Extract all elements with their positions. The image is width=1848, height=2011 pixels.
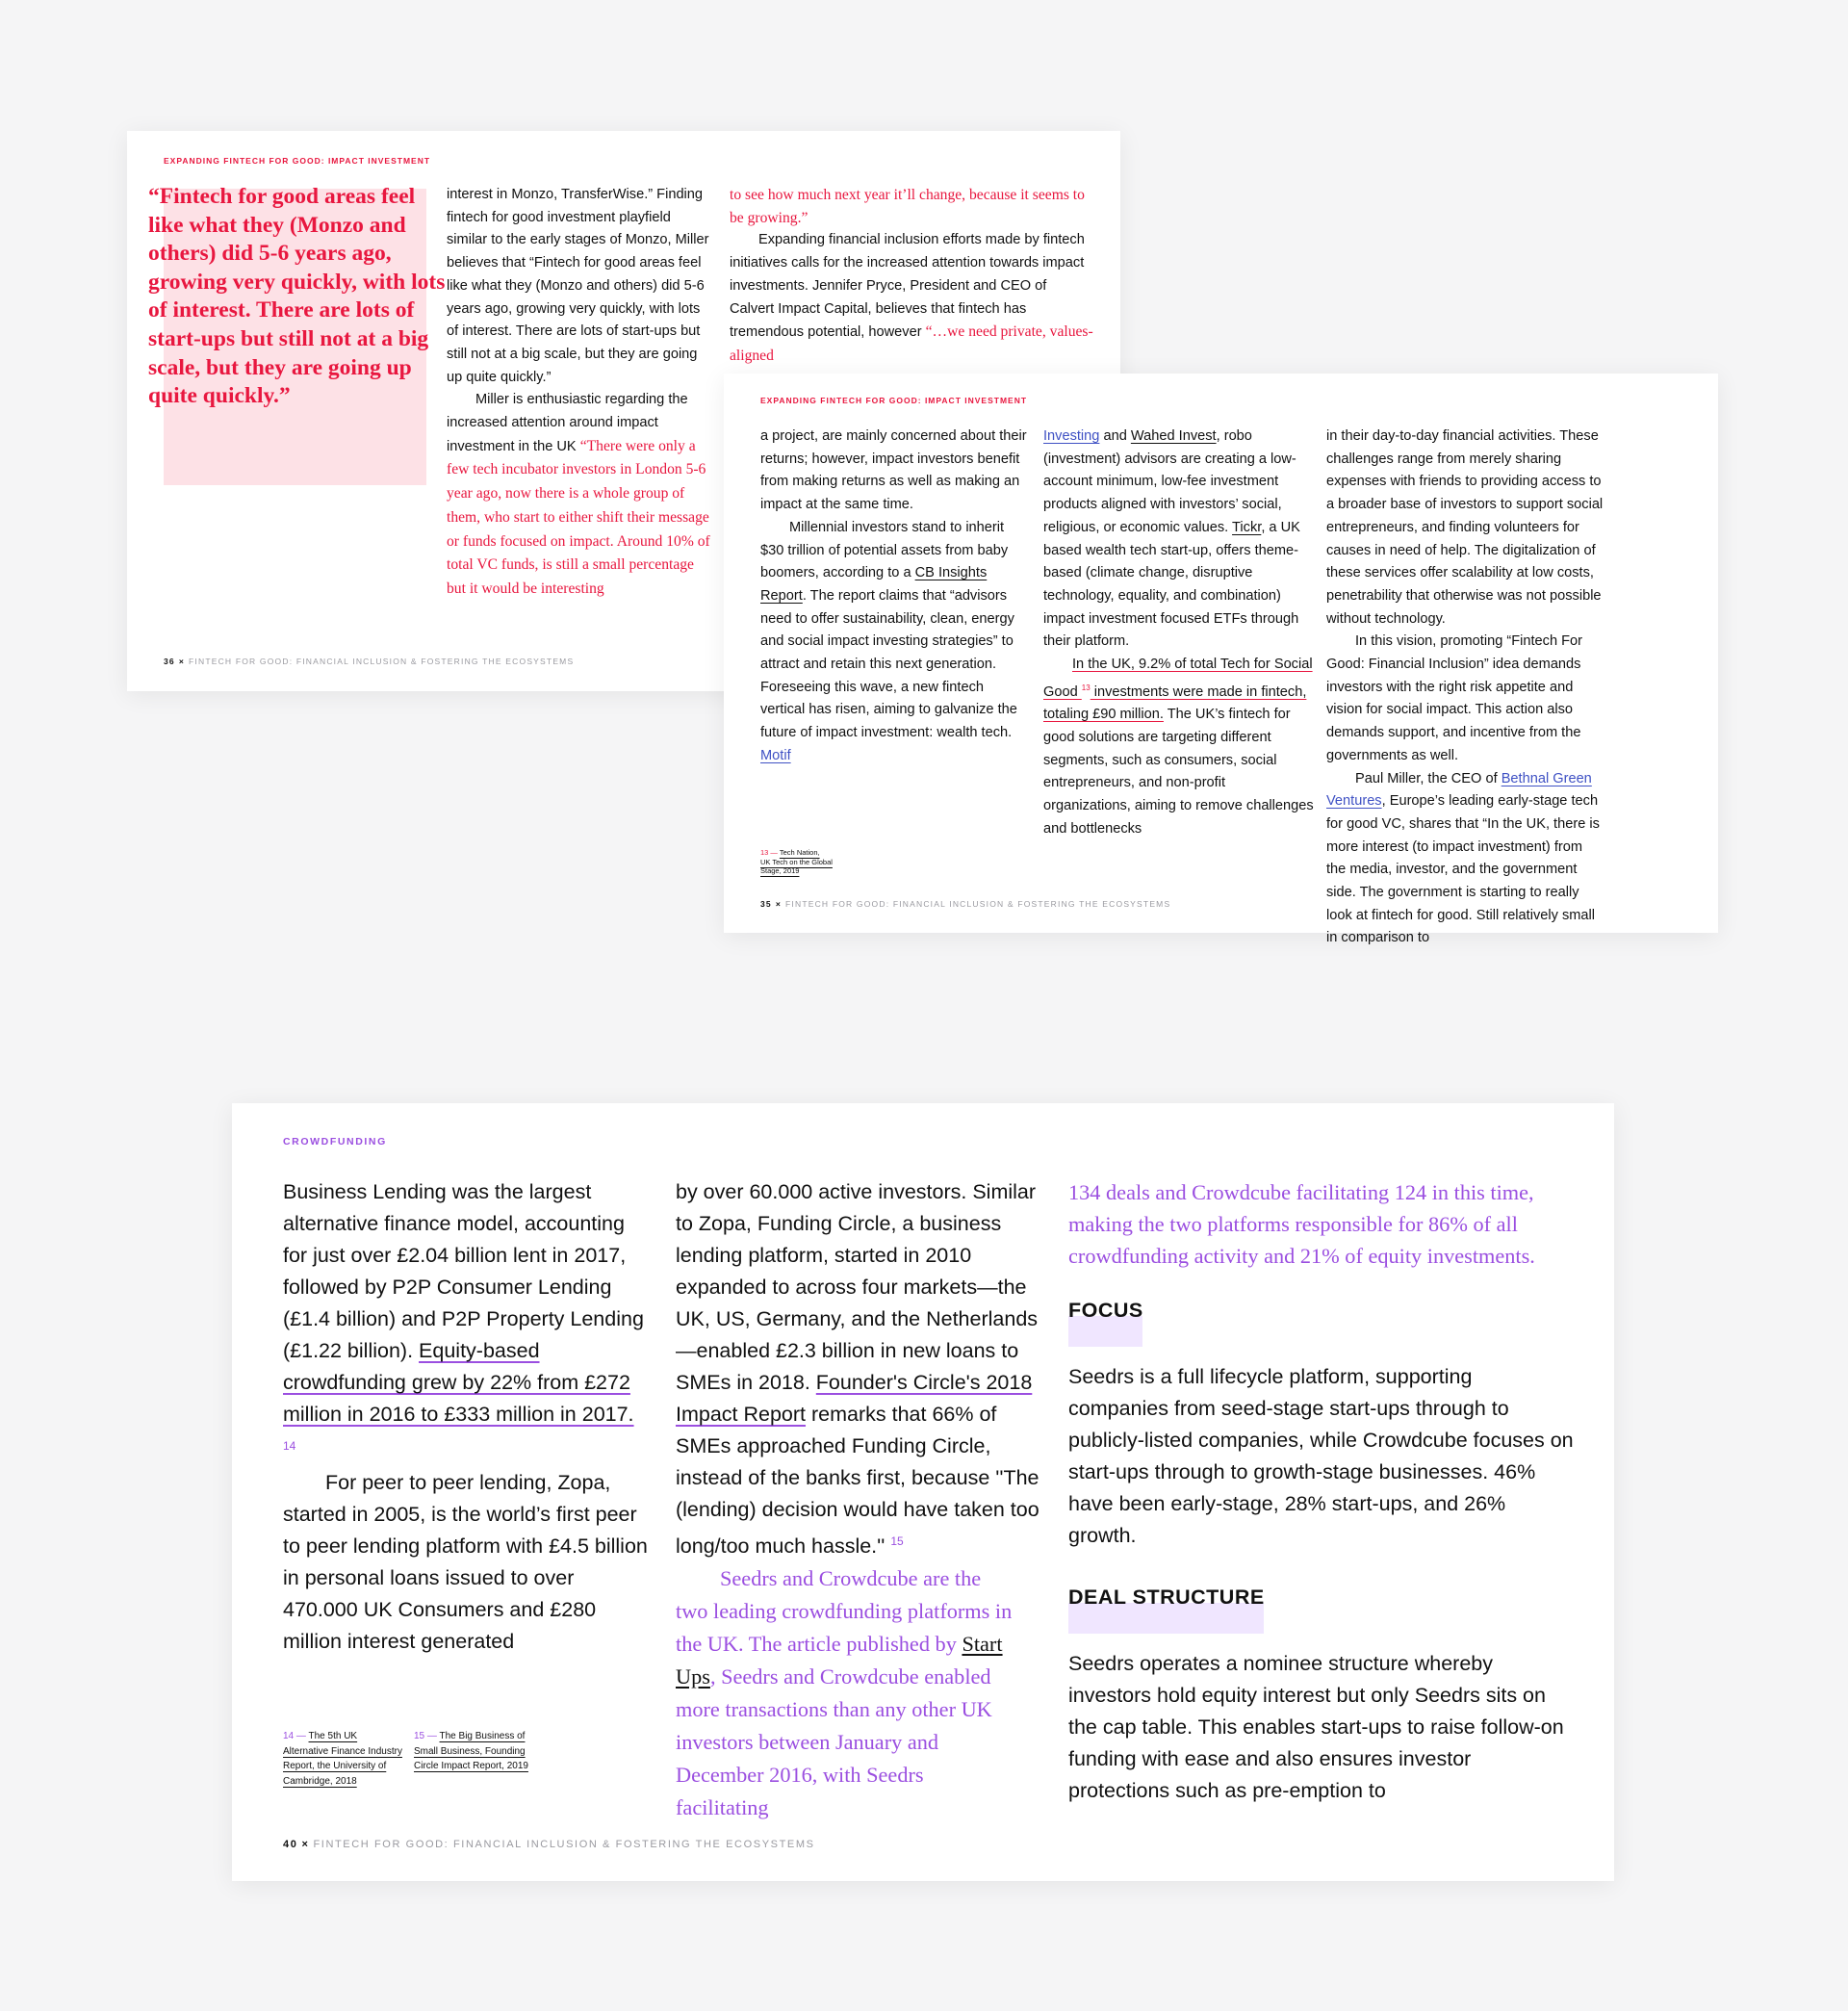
header-topic: IMPACT INVESTMENT bbox=[327, 156, 431, 166]
header-section: EXPANDING FINTECH FOR GOOD: bbox=[164, 156, 328, 166]
page-number: 40 bbox=[283, 1839, 298, 1850]
page-40 bbox=[232, 1103, 1614, 1881]
paragraph: Seedrs is a full lifecycle platform, supporting companies from seed-stage start-ups through to publicly-listed companies, while Crowdcube focuses on start-ups through to growth-stage businesses. 46% have been early-stage, 28% start-ups, and 26% growth. bbox=[1068, 1365, 1574, 1547]
footer-title: FINTECH FOR GOOD: FINANCIAL INCLUSION & FOSTERING THE ECOSYSTEMS bbox=[189, 657, 575, 666]
separator: × bbox=[775, 899, 783, 909]
page-footer bbox=[760, 899, 1170, 909]
footnote-ref[interactable]: 15 bbox=[890, 1534, 904, 1548]
page-number: 36 bbox=[164, 657, 175, 666]
tickr-link[interactable]: Tickr bbox=[1232, 519, 1262, 535]
text-column-2 bbox=[676, 1176, 1051, 1824]
footnote-ref[interactable]: 14 bbox=[283, 1439, 296, 1453]
paragraph-text: , a UK based wealth tech start-up, offers theme-based (climate change, disruptive technology, equality, and combination) impact investment focused ETFs through their platform. bbox=[1043, 519, 1300, 650]
paragraph bbox=[283, 1467, 649, 1658]
page-number: 35 bbox=[760, 899, 772, 909]
separator: × bbox=[301, 1839, 310, 1850]
pull-quote: “Fintech for good areas feel like what they (Monzo and others) did 5-6 years ago, growing very quickly, with lots of interest. There are lots of start-ups but still not at a big scale, but they are going up quite quickly.” bbox=[148, 184, 446, 409]
text-column-3 bbox=[1068, 1176, 1574, 1807]
footnote-text: The Big Business of Small Business, Founding Circle Impact Report, 2019 bbox=[414, 1731, 528, 1771]
deal-structure-heading bbox=[1068, 1582, 1574, 1613]
paragraph-text: In this vision, promoting “Fintech For Good: Financial Inclusion” idea demands investors with the right risk appetite and vision for social impact. This action also demands support, and incentive from the governments as well. bbox=[1326, 633, 1583, 763]
separator: × bbox=[178, 657, 186, 666]
paragraph-text: by over 60.000 active investors. Similar to Zopa, Funding Circle, a business lending platform, started in 2010 expanded to across four markets—the UK, US, Germany, and the Netherlands—enabled £2.3 billion in new loans to SMEs in 2018. bbox=[676, 1180, 1039, 1394]
heading-text: DEAL STRUCTURE bbox=[1068, 1586, 1265, 1609]
highlight-text: , Seedrs and Crowdcube enabled more transactions than any other UK investors between January and December 2016, with Seedrs facilitating bbox=[676, 1664, 992, 1820]
paragraph bbox=[283, 1176, 649, 1467]
paragraph-text: For peer to peer lending, Zopa, started in 2005, is the world’s first peer to peer lending platform with £4.5 billion in personal loans issued to over 470.000 UK Consumers and £280 million interest generated bbox=[283, 1471, 648, 1654]
paragraph-text: Millennial investors stand to inherit $30 trillion of potential assets from baby boomers, according to a bbox=[760, 519, 1009, 581]
highlight-quote: “There were only a few tech incubator investors in London 5-6 year ago, now there is a whole group of them, who start to either shift their message or funds focused on impact. Around 10% of total VC funds, is still a small percentage but it would be interesting bbox=[447, 437, 710, 597]
highlight-quote: “…we need private, values-aligned bbox=[730, 323, 1093, 364]
paragraph bbox=[730, 229, 1093, 368]
paragraph: interest in Monzo, TransferWise.” Finding fintech for good investment playfield similar to the early stages of Monzo, Miller believes that “Fintech for good areas feel like what they (Monzo and others) did 5-6 years ago, growing very quickly, with lots of interest. There are lots of start-ups but still not at a big scale, but they are going up quite quickly.” bbox=[447, 187, 709, 385]
footnote-number: 14 — bbox=[283, 1731, 306, 1741]
page-35 bbox=[724, 374, 1718, 946]
paragraph-text: Expanding financial inclusion efforts made by fintech initiatives calls for the increased attention towards impact investments. Jennifer Pryce, President and CEO of Calvert Impact Capital, believes that fintech has tremendous potential, however bbox=[730, 232, 1085, 341]
text-column-1 bbox=[760, 425, 1030, 768]
impact-report-link[interactable]: Founder's Circle's 2018 Impact Report bbox=[676, 1371, 1033, 1426]
footnote-14 bbox=[283, 1729, 403, 1789]
text-column-3 bbox=[1326, 425, 1605, 950]
page-header: CROWDFUNDING bbox=[283, 1136, 387, 1147]
paragraph bbox=[676, 1176, 1051, 1562]
paragraph-text: remarks that 66% of SMEs approached Funding Circle, instead of the banks first, because ''The (lending) decision would have taken too long/too much hassle.'' bbox=[676, 1403, 1040, 1559]
footer-title: FINTECH FOR GOOD: FINANCIAL INCLUSION & FOSTERING THE ECOSYSTEMS bbox=[313, 1839, 815, 1850]
investing-link[interactable]: Investing bbox=[1043, 428, 1100, 444]
footnote-line: UK Tech on the Global bbox=[760, 857, 833, 866]
paragraph-text: , robo (investment) advisors are creating a low-account minimum, low-fee investment products aligned with investors’ social, religious, or economic values. bbox=[1043, 428, 1296, 535]
heading-text: FOCUS bbox=[1068, 1299, 1143, 1322]
highlight-text: Seedrs and Crowdcube are the two leading crowdfunding platforms in the UK. The article published by bbox=[676, 1566, 1013, 1657]
footnote-13 bbox=[760, 848, 833, 876]
footer-title: FINTECH FOR GOOD: FINANCIAL INCLUSION & FOSTERING THE ECOSYSTEMS bbox=[785, 899, 1171, 909]
footnote-15 bbox=[414, 1729, 534, 1774]
text-column-2 bbox=[1043, 425, 1315, 841]
bethnal-green-ventures-link[interactable]: Bethnal Green Ventures bbox=[1326, 770, 1592, 810]
footnote-line: Tech Nation, bbox=[779, 848, 820, 857]
header-topic: IMPACT INVESTMENT bbox=[924, 396, 1028, 405]
footnote-ref[interactable]: 13 bbox=[1081, 683, 1091, 692]
start-ups-link[interactable]: Start Ups bbox=[676, 1632, 1003, 1689]
footnote-text: The 5th UK Alternative Finance Industry Report, the University of Cambridge, 2018 bbox=[283, 1731, 402, 1787]
footnote-line: Stage, 2019 bbox=[760, 866, 800, 875]
text-column-2 bbox=[447, 184, 714, 602]
cb-insights-link[interactable]: CB Insights Report bbox=[760, 565, 988, 604]
motif-link[interactable]: Motif bbox=[760, 747, 791, 763]
paragraph bbox=[447, 389, 714, 601]
paragraph-text: Business Lending was the largest alternative finance model, accounting for just over £2.04 billion lent in 2017, followed by P2P Consumer Lending (£1.4 billion) and P2P Property Lending (£1.22 billion). bbox=[283, 1180, 644, 1362]
focus-heading bbox=[1068, 1295, 1574, 1327]
paragraph: Seedrs operates a nominee structure whereby investors hold equity interest but only Seedrs sits on the cap table. This enables start-ups to raise follow-on funding with ease and also ensures investor protections such as pre-emption to bbox=[1068, 1652, 1564, 1802]
footnote-number: 13 — bbox=[760, 848, 778, 857]
paragraph bbox=[1043, 425, 1315, 654]
page-header bbox=[164, 156, 430, 166]
paragraph: a project, are mainly concerned about their returns; however, impact investors benefit from making returns as well as making an impact at the same time. bbox=[760, 428, 1027, 513]
paragraph bbox=[1326, 631, 1605, 767]
underlined-statement: In the UK, 9.2% of total Tech for Social Good bbox=[1043, 657, 1313, 700]
paragraph-text: Miller is enthusiastic regarding the increased attention around impact investment in the UK bbox=[447, 392, 688, 454]
paragraph bbox=[1326, 768, 1605, 951]
text-column-3 bbox=[730, 184, 1093, 369]
paragraph bbox=[676, 1562, 1051, 1824]
paragraph: in their day-to-day financial activities. These challenges range from merely sharing expenses with friends to providing access to a broader base of investors to support social entrepreneurs, and finding volunteers for causes in need of help. The digitalization of these services offer scalability at low costs, penetrability that otherwise was not possible without technology. bbox=[1326, 428, 1604, 627]
page-header bbox=[760, 396, 1027, 405]
paragraph-text: Paul Miller, the CEO of bbox=[1355, 770, 1502, 786]
paragraph bbox=[760, 517, 1030, 768]
text-column-1 bbox=[283, 1176, 649, 1658]
paragraph-text: The UK’s fintech for good solutions are targeting different segments, such as consumers, social entrepreneurs, and non-profit organizations, aiming to remove challenges and bottlenecks bbox=[1043, 707, 1314, 837]
header-section: EXPANDING FINTECH FOR GOOD: bbox=[760, 396, 925, 405]
footnote-number: 15 — bbox=[414, 1731, 437, 1741]
paragraph-text: and bbox=[1099, 428, 1131, 444]
paragraph-text: . The report claims that “advisors need to offer sustainability, clean, energy and social impact investing strategies” to attract and retain this next generation. Foreseeing this wave, a new fintech vertical has risen, aiming to galvanize the future of impact investment: wealth tech. bbox=[760, 587, 1017, 741]
highlight-text: 134 deals and Crowdcube facilitating 124 in this time, making the two platforms responsible for 86% of all crowdfunding activity and 21% of equity investments. bbox=[1068, 1180, 1535, 1268]
underlined-statement: investments were made in fintech, totaling £90 million. bbox=[1043, 683, 1307, 723]
underlined-statement: Equity-based crowdfunding grew by 22% from £272 million in 2016 to £333 million in 2017. bbox=[283, 1339, 634, 1426]
page-footer bbox=[164, 657, 574, 666]
wahed-invest-link[interactable]: Wahed Invest bbox=[1130, 428, 1217, 444]
highlight-quote: to see how much next year it’ll change, because it seems to be growing.” bbox=[730, 187, 1085, 226]
paragraph-text: , Europe’s leading early-stage tech for good VC, shares that “In the UK, there is more interest (to impact investment) from the media, investor, and the government side. The government is starting to really look at fintech for good. Still relatively small in comparison to bbox=[1326, 793, 1600, 946]
paragraph bbox=[1043, 654, 1315, 840]
page-footer bbox=[283, 1839, 815, 1850]
